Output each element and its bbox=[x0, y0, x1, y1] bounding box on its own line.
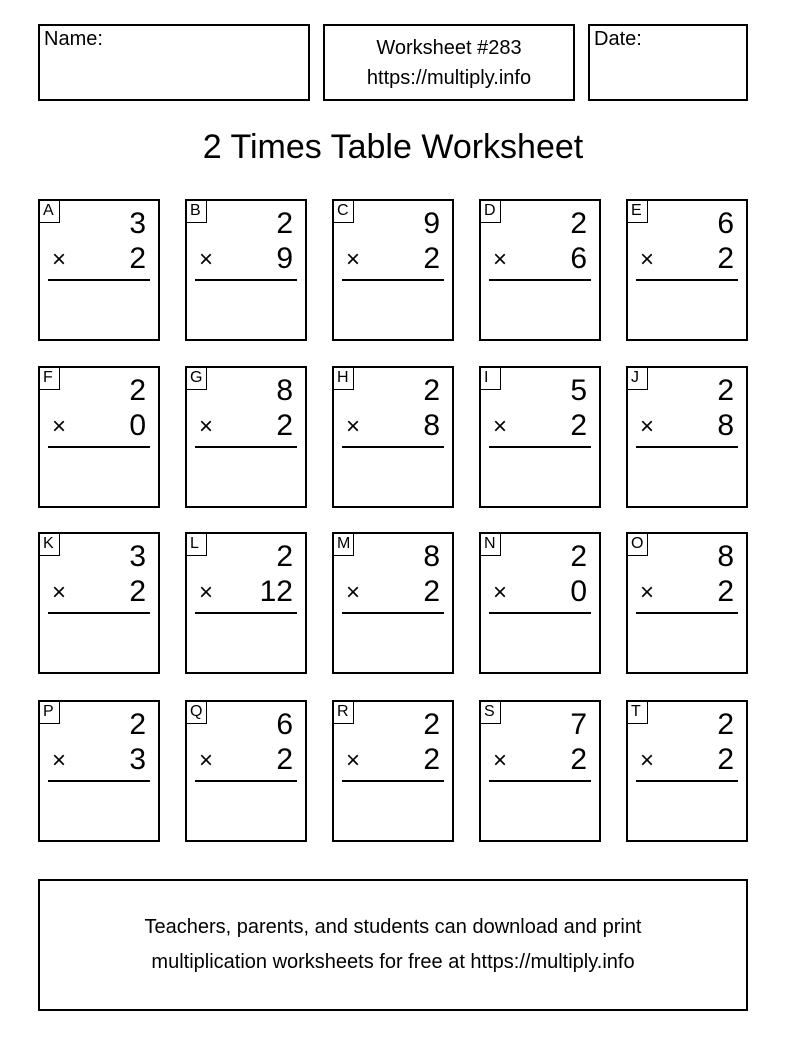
multiplier: 2 bbox=[570, 743, 587, 776]
multiplicand: 2 bbox=[570, 207, 587, 240]
times-icon: × bbox=[493, 579, 508, 606]
problem-letter: G bbox=[187, 368, 207, 390]
problem-card bbox=[185, 199, 307, 341]
answer-line bbox=[636, 780, 738, 782]
times-icon: × bbox=[346, 246, 361, 273]
answer-line bbox=[636, 279, 738, 281]
multiplicand: 2 bbox=[423, 708, 440, 741]
problem-letter: K bbox=[40, 534, 60, 556]
answer-line bbox=[48, 279, 150, 281]
multiplicand: 8 bbox=[423, 540, 440, 573]
name-label: Name: bbox=[44, 28, 103, 50]
problem-card bbox=[38, 366, 160, 508]
problem-card bbox=[185, 366, 307, 508]
multiplier: 2 bbox=[129, 575, 146, 608]
problem-letter: H bbox=[334, 368, 354, 390]
answer-line bbox=[489, 780, 591, 782]
problem-letter: N bbox=[481, 534, 501, 556]
answer-line bbox=[342, 780, 444, 782]
problem-letter: E bbox=[628, 201, 648, 223]
problem-letter: J bbox=[628, 368, 648, 390]
times-icon: × bbox=[640, 579, 655, 606]
multiplier: 2 bbox=[129, 242, 146, 275]
times-icon: × bbox=[199, 246, 214, 273]
multiplicand: 2 bbox=[129, 708, 146, 741]
date-box bbox=[588, 24, 748, 101]
problem-letter: R bbox=[334, 702, 354, 724]
multiplicand: 2 bbox=[129, 374, 146, 407]
problem-card bbox=[479, 366, 601, 508]
multiplier: 2 bbox=[423, 575, 440, 608]
answer-line bbox=[489, 446, 591, 448]
times-icon: × bbox=[493, 747, 508, 774]
multiplier: 3 bbox=[129, 743, 146, 776]
problem-card bbox=[626, 366, 748, 508]
times-icon: × bbox=[640, 246, 655, 273]
multiplicand: 8 bbox=[276, 374, 293, 407]
multiplier: 2 bbox=[276, 409, 293, 442]
problem-card bbox=[479, 532, 601, 674]
problem-card bbox=[626, 700, 748, 842]
times-icon: × bbox=[493, 246, 508, 273]
multiplicand: 2 bbox=[570, 540, 587, 573]
answer-line bbox=[195, 780, 297, 782]
times-icon: × bbox=[346, 579, 361, 606]
multiplicand: 2 bbox=[717, 374, 734, 407]
answer-line bbox=[48, 446, 150, 448]
answer-line bbox=[195, 446, 297, 448]
problem-card bbox=[332, 700, 454, 842]
multiplicand: 5 bbox=[570, 374, 587, 407]
problem-letter: C bbox=[334, 201, 354, 223]
worksheet-number: Worksheet #283 bbox=[376, 36, 522, 59]
answer-line bbox=[636, 612, 738, 614]
answer-line bbox=[48, 612, 150, 614]
multiplicand: 2 bbox=[423, 374, 440, 407]
answer-line bbox=[489, 612, 591, 614]
answer-line bbox=[636, 446, 738, 448]
problem-card bbox=[332, 366, 454, 508]
name-box bbox=[38, 24, 310, 101]
problem-letter: B bbox=[187, 201, 207, 223]
multiplier: 0 bbox=[129, 409, 146, 442]
problem-card bbox=[38, 199, 160, 341]
problem-letter: Q bbox=[187, 702, 207, 724]
problem-letter: F bbox=[40, 368, 60, 390]
multiplier: 2 bbox=[717, 743, 734, 776]
answer-line bbox=[342, 446, 444, 448]
answer-line bbox=[48, 780, 150, 782]
problem-letter: A bbox=[40, 201, 60, 223]
times-icon: × bbox=[52, 246, 67, 273]
multiplicand: 2 bbox=[717, 708, 734, 741]
problem-card bbox=[332, 199, 454, 341]
times-icon: × bbox=[346, 413, 361, 440]
multiplicand: 9 bbox=[423, 207, 440, 240]
times-icon: × bbox=[52, 413, 67, 440]
answer-line bbox=[342, 612, 444, 614]
answer-line bbox=[489, 279, 591, 281]
multiplicand: 7 bbox=[570, 708, 587, 741]
multiplier: 2 bbox=[717, 575, 734, 608]
problem-card bbox=[626, 532, 748, 674]
problem-letter: M bbox=[334, 534, 354, 556]
problem-letter: I bbox=[481, 368, 501, 390]
multiplier: 8 bbox=[423, 409, 440, 442]
problem-card bbox=[479, 700, 601, 842]
problem-card bbox=[38, 700, 160, 842]
times-icon: × bbox=[640, 747, 655, 774]
times-icon: × bbox=[199, 413, 214, 440]
multiplier: 2 bbox=[717, 242, 734, 275]
multiplicand: 8 bbox=[717, 540, 734, 573]
problem-card bbox=[626, 199, 748, 341]
times-icon: × bbox=[52, 579, 67, 606]
problem-letter: L bbox=[187, 534, 207, 556]
problem-letter: T bbox=[628, 702, 648, 724]
times-icon: × bbox=[640, 413, 655, 440]
answer-line bbox=[342, 279, 444, 281]
multiplier: 9 bbox=[276, 242, 293, 275]
multiplier: 2 bbox=[570, 409, 587, 442]
multiplier: 2 bbox=[423, 743, 440, 776]
footer-line-1: Teachers, parents, and students can download and print bbox=[144, 916, 642, 938]
multiplier: 12 bbox=[259, 575, 293, 608]
multiplicand: 3 bbox=[129, 540, 146, 573]
multiplier: 6 bbox=[570, 242, 587, 275]
times-icon: × bbox=[52, 747, 67, 774]
times-icon: × bbox=[493, 413, 508, 440]
multiplicand: 6 bbox=[276, 708, 293, 741]
multiplier: 2 bbox=[423, 242, 440, 275]
problem-letter: D bbox=[481, 201, 501, 223]
answer-line bbox=[195, 612, 297, 614]
multiplier: 8 bbox=[717, 409, 734, 442]
times-icon: × bbox=[199, 579, 214, 606]
multiplier: 0 bbox=[570, 575, 587, 608]
multiplicand: 2 bbox=[276, 207, 293, 240]
problem-card bbox=[332, 532, 454, 674]
multiplicand: 2 bbox=[276, 540, 293, 573]
site-url: https://multiply.info bbox=[366, 66, 532, 89]
problem-card bbox=[38, 532, 160, 674]
problem-letter: O bbox=[628, 534, 648, 556]
page-title: 2 Times Table Worksheet bbox=[202, 128, 584, 166]
footer-box bbox=[38, 879, 748, 1011]
worksheet-info-box bbox=[323, 24, 575, 101]
problem-letter: S bbox=[481, 702, 501, 724]
multiplicand: 3 bbox=[129, 207, 146, 240]
problem-card bbox=[479, 199, 601, 341]
multiplicand: 6 bbox=[717, 207, 734, 240]
times-icon: × bbox=[199, 747, 214, 774]
problem-letter: P bbox=[40, 702, 60, 724]
problem-card bbox=[185, 700, 307, 842]
times-icon: × bbox=[346, 747, 361, 774]
date-label: Date: bbox=[594, 28, 642, 50]
problem-card bbox=[185, 532, 307, 674]
multiplier: 2 bbox=[276, 743, 293, 776]
answer-line bbox=[195, 279, 297, 281]
footer-line-2: multiplication worksheets for free at https://multiply.info bbox=[151, 951, 635, 973]
